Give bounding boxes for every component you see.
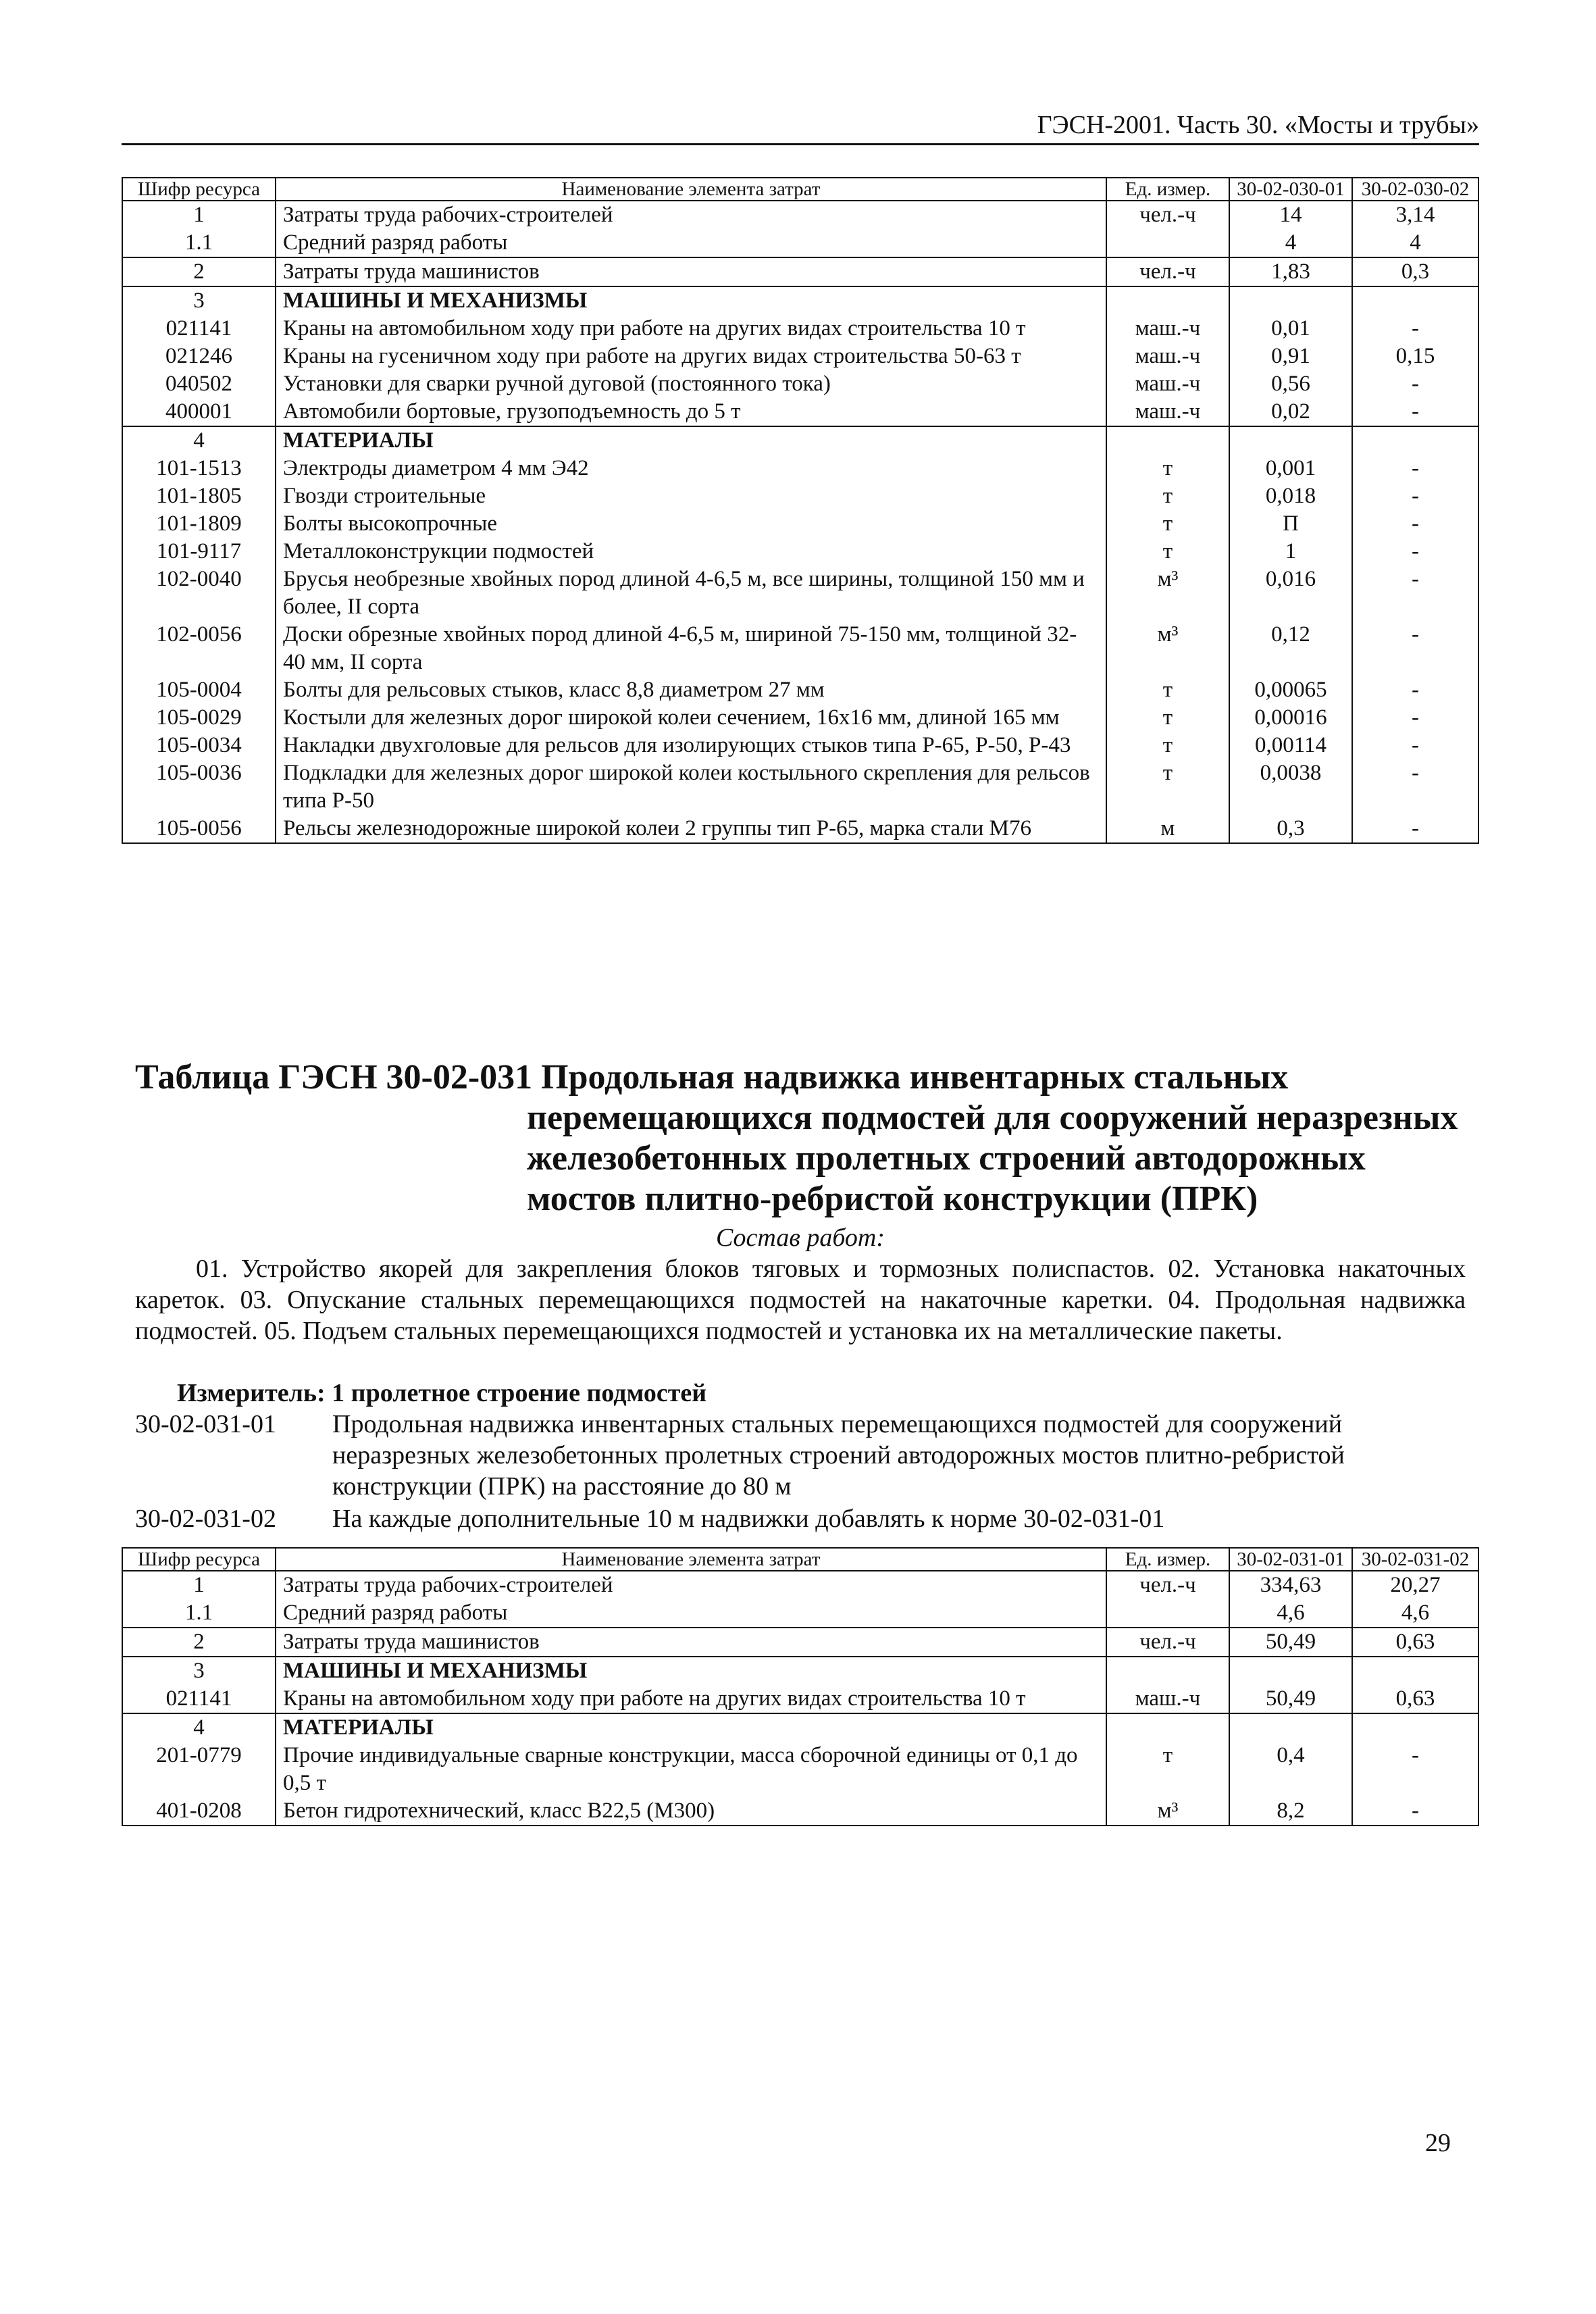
- cell-name: Краны на гусеничном ходу при работе на других видах строительства 50-63 т: [276, 343, 1106, 370]
- cell-unit: [1106, 286, 1229, 315]
- cell-norm1: П: [1229, 510, 1352, 538]
- cell-norm1: 0,00114: [1229, 732, 1352, 759]
- cell-norm1: 50,49: [1229, 1685, 1352, 1713]
- cell-norm1: 4,6: [1229, 1599, 1352, 1628]
- cell-code: 021141: [122, 1685, 276, 1713]
- cell-code: 105-0034: [122, 732, 276, 759]
- cell-norm2: -: [1352, 1742, 1478, 1797]
- table-row: [122, 455, 1478, 482]
- table-row: [122, 1685, 1478, 1713]
- cell-norm1: [1229, 286, 1352, 315]
- cell-code: 102-0040: [122, 565, 276, 621]
- table-row: [122, 343, 1478, 370]
- cell-name: Прочие индивидуальные сварные конструкции, масса сборочной единицы от 0,1 до 0,5 т: [276, 1742, 1106, 1797]
- cell-code: 1: [122, 201, 276, 229]
- cell-norm2: -: [1352, 621, 1478, 676]
- cell-code: 3: [122, 1657, 276, 1685]
- cell-norm2: 4,6: [1352, 1599, 1478, 1628]
- cell-norm1: 0,91: [1229, 343, 1352, 370]
- cell-group-title: МАШИНЫ И МЕХАНИЗМЫ: [276, 1657, 1106, 1685]
- cell-norm2: 0,63: [1352, 1628, 1478, 1657]
- cell-name: Костыли для железных дорог широкой колеи сечением, 16x16 мм, длиной 165 мм: [276, 704, 1106, 732]
- cell-name: Бетон гидротехнический, класс В22,5 (М300): [276, 1797, 1106, 1826]
- cell-norm1: 14: [1229, 201, 1352, 229]
- norm-code: 30-02-031-01: [135, 1410, 276, 1438]
- table-row: [122, 704, 1478, 732]
- cell-code: 021141: [122, 315, 276, 343]
- cell-name: Затраты труда машинистов: [276, 257, 1106, 286]
- col-norm2-header: 30-02-030-02: [1352, 178, 1478, 201]
- cell-name: Накладки двухголовые для рельсов для изолирующих стыков типа Р-65, Р-50, Р-43: [276, 732, 1106, 759]
- resource-table-031: [122, 1547, 1479, 1826]
- cell-unit: чел.-ч: [1106, 1571, 1229, 1599]
- table-row: [122, 510, 1478, 538]
- cell-unit: маш.-ч: [1106, 370, 1229, 398]
- cell-code: 201-0779: [122, 1742, 276, 1797]
- norm-item: [135, 1503, 1479, 1534]
- norm-item: [135, 1409, 1479, 1502]
- header-title: ГЭСН-2001. Часть 30. «Мосты и трубы»: [1037, 111, 1479, 139]
- cell-norm2: -: [1352, 732, 1478, 759]
- cell-unit: т: [1106, 455, 1229, 482]
- cell-norm1: 1: [1229, 538, 1352, 565]
- cell-norm1: 8,2: [1229, 1797, 1352, 1826]
- cell-code: 4: [122, 1713, 276, 1742]
- cell-norm2: 0,15: [1352, 343, 1478, 370]
- cell-norm1: 0,56: [1229, 370, 1352, 398]
- cell-norm1: 1,83: [1229, 257, 1352, 286]
- cell-norm1: 0,4: [1229, 1742, 1352, 1797]
- cell-group-title: МАТЕРИАЛЫ: [276, 1713, 1106, 1742]
- cell-unit: т: [1106, 1742, 1229, 1797]
- cell-name: Брусья необрезные хвойных пород длиной 4-6,5 м, все ширины, толщиной 150 мм и более, II сорта: [276, 565, 1106, 621]
- meter: Измеритель: 1 пролетное строение подмостей: [177, 1379, 707, 1407]
- norm-code: 30-02-031-02: [135, 1505, 276, 1533]
- cell-norm2: -: [1352, 510, 1478, 538]
- table-row: [122, 621, 1478, 676]
- cell-name: Подкладки для железных дорог широкой колеи костыльного скрепления для рельсов типа Р-50: [276, 759, 1106, 815]
- cell-code: 105-0004: [122, 676, 276, 704]
- cell-code: 101-1809: [122, 510, 276, 538]
- table-row: [122, 398, 1478, 426]
- table-header-row: [122, 1548, 1478, 1571]
- cell-code: 401-0208: [122, 1797, 276, 1826]
- cell-norm2: -: [1352, 815, 1478, 843]
- cell-norm2: -: [1352, 1797, 1478, 1826]
- cell-name: Затраты труда машинистов: [276, 1628, 1106, 1657]
- cell-norm1: 334,63: [1229, 1571, 1352, 1599]
- table-row: [122, 370, 1478, 398]
- cell-name: Автомобили бортовые, грузоподъемность до 5 т: [276, 398, 1106, 426]
- cell-unit: т: [1106, 538, 1229, 565]
- cell-norm1: 0,00016: [1229, 704, 1352, 732]
- cell-code: 101-1513: [122, 455, 276, 482]
- cell-name: Гвозди строительные: [276, 482, 1106, 510]
- norm-text: На каждые дополнительные 10 м надвижки добавлять к норме 30-02-031-01: [332, 1505, 1165, 1533]
- norm-text: Продольная надвижка инвентарных стальных перемещающихся подмостей для сооружений неразрезных железобетонных пролетных строений автодорожных мостов плитно-ребристой конструкции (ПРК) на расстояние до 80 м: [332, 1410, 1345, 1501]
- cell-unit: чел.-ч: [1106, 257, 1229, 286]
- table-row: [122, 759, 1478, 815]
- cell-norm1: 50,49: [1229, 1628, 1352, 1657]
- table-row: [122, 676, 1478, 704]
- cell-norm1: 0,12: [1229, 621, 1352, 676]
- cell-unit: т: [1106, 510, 1229, 538]
- cell-norm2: [1352, 426, 1478, 455]
- cell-norm2: -: [1352, 538, 1478, 565]
- cell-name: Электроды диаметром 4 мм Э42: [276, 455, 1106, 482]
- cell-code: 4: [122, 426, 276, 455]
- table-row: [122, 482, 1478, 510]
- table-row: [122, 1571, 1478, 1599]
- cell-code: 105-0056: [122, 815, 276, 843]
- cell-name: Болты высокопрочные: [276, 510, 1106, 538]
- cell-unit: маш.-ч: [1106, 398, 1229, 426]
- cell-name: Краны на автомобильном ходу при работе на других видах строительства 10 т: [276, 1685, 1106, 1713]
- cell-unit: [1106, 1713, 1229, 1742]
- cell-name: Доски обрезные хвойных пород длиной 4-6,5 м, шириной 75-150 мм, толщиной 32-40 мм, II сорта: [276, 621, 1106, 676]
- table-row: [122, 286, 1478, 315]
- cell-code: 021246: [122, 343, 276, 370]
- table-row: [122, 1742, 1478, 1797]
- cell-norm2: 4: [1352, 229, 1478, 257]
- cell-code: 105-0036: [122, 759, 276, 815]
- cell-code: 400001: [122, 398, 276, 426]
- cell-unit: чел.-ч: [1106, 201, 1229, 229]
- cell-name: Рельсы железнодорожные широкой колеи 2 группы тип Р-65, марка стали М76: [276, 815, 1106, 843]
- table-row: [122, 1599, 1478, 1628]
- table-row: [122, 1657, 1478, 1685]
- table-header-row: [122, 178, 1478, 201]
- page-header: [122, 108, 1479, 145]
- table-row: [122, 815, 1478, 843]
- cell-name: Средний разряд работы: [276, 1599, 1106, 1628]
- resource-table-030: [122, 177, 1479, 844]
- cell-name: Затраты труда рабочих-строителей: [276, 201, 1106, 229]
- cell-unit: маш.-ч: [1106, 1685, 1229, 1713]
- table-row: [122, 315, 1478, 343]
- cell-code: 1.1: [122, 229, 276, 257]
- work-heading: Состав работ:: [715, 1224, 885, 1252]
- cell-norm1: 0,3: [1229, 815, 1352, 843]
- cell-group-title: МАТЕРИАЛЫ: [276, 426, 1106, 455]
- cell-unit: т: [1106, 759, 1229, 815]
- cell-norm2: 3,14: [1352, 201, 1478, 229]
- cell-code: 2: [122, 257, 276, 286]
- table-row: [122, 229, 1478, 257]
- table-title: [135, 1057, 1479, 1219]
- cell-norm1: 0,00065: [1229, 676, 1352, 704]
- table-title-rest: перемещающихся подмостей для сооружений неразрезных железобетонных пролетных строений автодорожных мостов плитно-ребристой конструкции (ПРК): [527, 1099, 1458, 1218]
- col-norm1-header: 30-02-031-01: [1229, 1548, 1352, 1571]
- cell-code: 2: [122, 1628, 276, 1657]
- table-row: [122, 538, 1478, 565]
- cell-unit: т: [1106, 676, 1229, 704]
- cell-unit: м³: [1106, 621, 1229, 676]
- cell-unit: т: [1106, 482, 1229, 510]
- cell-norm2: -: [1352, 315, 1478, 343]
- cell-norm1: 0,001: [1229, 455, 1352, 482]
- cell-norm2: [1352, 286, 1478, 315]
- cell-norm2: -: [1352, 398, 1478, 426]
- col-norm2-header: 30-02-031-02: [1352, 1548, 1478, 1571]
- cell-norm2: -: [1352, 676, 1478, 704]
- cell-unit: [1106, 1657, 1229, 1685]
- cell-norm1: [1229, 1713, 1352, 1742]
- cell-norm2: -: [1352, 759, 1478, 815]
- table-row: [122, 201, 1478, 229]
- cell-unit: т: [1106, 704, 1229, 732]
- table-row: [122, 732, 1478, 759]
- cell-norm1: 0,018: [1229, 482, 1352, 510]
- work-description: 01. Устройство якорей для закрепления блоков тяговых и тормозных полиспастов. 02. Установка накаточных кареток. 03. Опускание стальных перемещающихся подмостей на накаточные каретки. 04. Продольная надвижка подмостей. 05. Подъем стальных перемещающихся подмостей и установка их на металлические пакеты.: [135, 1255, 1466, 1345]
- cell-norm2: -: [1352, 704, 1478, 732]
- cell-norm2: [1352, 1657, 1478, 1685]
- cell-name: Установки для сварки ручной дуговой (постоянного тока): [276, 370, 1106, 398]
- col-norm1-header: 30-02-030-01: [1229, 178, 1352, 201]
- cell-norm2: -: [1352, 565, 1478, 621]
- cell-unit: [1106, 229, 1229, 257]
- col-code-header: Шифр ресурса: [122, 178, 276, 201]
- table-row: [122, 1628, 1478, 1657]
- col-unit-header: Ед. измер.: [1106, 178, 1229, 201]
- cell-name: Средний разряд работы: [276, 229, 1106, 257]
- cell-name: Затраты труда рабочих-строителей: [276, 1571, 1106, 1599]
- cell-code: 101-9117: [122, 538, 276, 565]
- cell-unit: чел.-ч: [1106, 1628, 1229, 1657]
- cell-unit: [1106, 426, 1229, 455]
- cell-unit: м³: [1106, 565, 1229, 621]
- table-row: [122, 1797, 1478, 1826]
- cell-code: 101-1805: [122, 482, 276, 510]
- cell-unit: т: [1106, 732, 1229, 759]
- cell-norm1: 0,01: [1229, 315, 1352, 343]
- cell-norm2: -: [1352, 370, 1478, 398]
- cell-norm2: -: [1352, 455, 1478, 482]
- cell-norm2: 20,27: [1352, 1571, 1478, 1599]
- cell-unit: [1106, 1599, 1229, 1628]
- cell-code: 1: [122, 1571, 276, 1599]
- cell-norm2: -: [1352, 482, 1478, 510]
- cell-unit: м: [1106, 815, 1229, 843]
- cell-norm2: 0,63: [1352, 1685, 1478, 1713]
- col-unit-header: Ед. измер.: [1106, 1548, 1229, 1571]
- cell-code: 1.1: [122, 1599, 276, 1628]
- cell-code: 102-0056: [122, 621, 276, 676]
- table-row: [122, 426, 1478, 455]
- cell-norm2: [1352, 1713, 1478, 1742]
- col-code-header: Шифр ресурса: [122, 1548, 276, 1571]
- cell-name: Металлоконструкции подмостей: [276, 538, 1106, 565]
- col-name-header: Наименование элемента затрат: [276, 1548, 1106, 1571]
- cell-code: 105-0029: [122, 704, 276, 732]
- cell-norm1: [1229, 1657, 1352, 1685]
- cell-group-title: МАШИНЫ И МЕХАНИЗМЫ: [276, 286, 1106, 315]
- page-number: 29: [1425, 2129, 1451, 2157]
- cell-norm1: 0,016: [1229, 565, 1352, 621]
- cell-norm2: 0,3: [1352, 257, 1478, 286]
- cell-norm1: 4: [1229, 229, 1352, 257]
- table-title-line1: Таблица ГЭСН 30-02-031 Продольная надвижка инвентарных стальных: [135, 1058, 1289, 1097]
- cell-unit: маш.-ч: [1106, 343, 1229, 370]
- cell-unit: м³: [1106, 1797, 1229, 1826]
- cell-name: Краны на автомобильном ходу при работе на других видах строительства 10 т: [276, 315, 1106, 343]
- table-row: [122, 565, 1478, 621]
- cell-norm1: [1229, 426, 1352, 455]
- cell-code: 3: [122, 286, 276, 315]
- table-row: [122, 257, 1478, 286]
- col-name-header: Наименование элемента затрат: [276, 178, 1106, 201]
- table-row: [122, 1713, 1478, 1742]
- cell-unit: маш.-ч: [1106, 315, 1229, 343]
- cell-code: 040502: [122, 370, 276, 398]
- cell-norm1: 0,0038: [1229, 759, 1352, 815]
- cell-name: Болты для рельсовых стыков, класс 8,8 диаметром 27 мм: [276, 676, 1106, 704]
- cell-norm1: 0,02: [1229, 398, 1352, 426]
